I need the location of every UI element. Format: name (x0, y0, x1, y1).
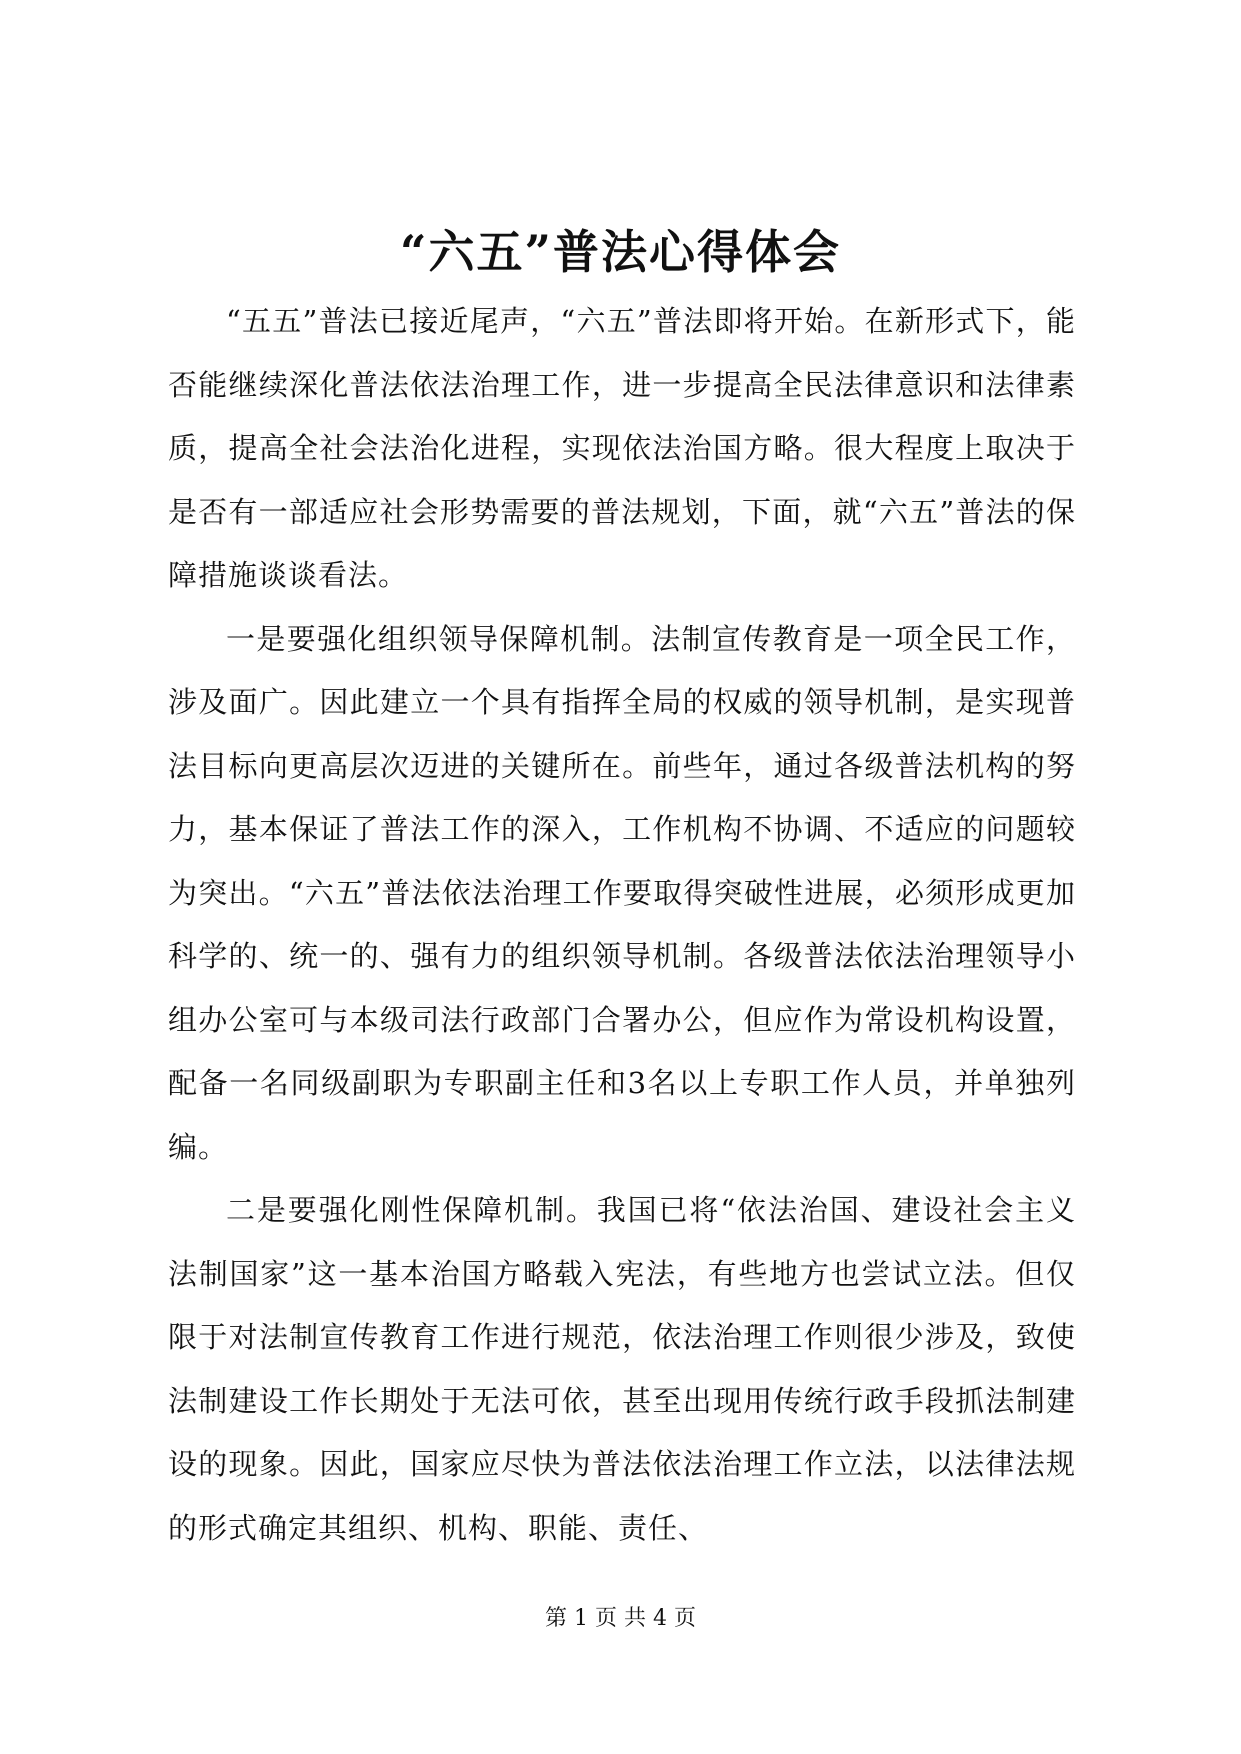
paragraph-rigid-mechanism: 二是要强化刚性保障机制。我国已将“依法治国、建设社会主义法制国家”这一基本治国方略载入宪法，有些地方也尝试立法。但仅限于对法制宣传教育工作进行规范，依法治理工作则很少涉及，致使法制建设工作长期处于无法可依，甚至出现用传统行政手段抓法制建设的现象。因此，国家应尽快为普法依法治理工作立法，以法律法规的形式确定其组织、机构、职能、责任、 (168, 1193, 1076, 1545)
document-body (168, 290, 1076, 1560)
page-number: 第 1 页 共 4 页 (545, 1606, 696, 1631)
document-title: “六五”普法心得体会 (400, 225, 841, 279)
paragraph-organization: 一是要强化组织领导保障机制。法制宣传教育是一项全民工作，涉及面广。因此建立一个具有指挥全局的权威的领导机制，是实现普法目标向更高层次迈进的关键所在。前些年，通过各级普法机构的努力，基本保证了普法工作的深入，工作机构不协调、不适应的问题较为突出。“六五”普法依法治理工作要取得突破性进展，必须形成更加科学的、统一的、强有力的组织领导机制。各级普法依法治理领导小组办公室可与本级司法行政部门合署办公，但应作为常设机构设置，配备一名同级副职为专职副主任和3名以上专职工作人员，并单独列编。 (168, 621, 1076, 1164)
paragraph-intro: “五五”普法已接近尾声，“六五”普法即将开始。在新形式下，能否能继续深化普法依法治理工作，进一步提高全民法律意识和法律素质，提高全社会法治化进程，实现依法治国方略。很大程度上取决于是否有一部适应社会形势需要的普法规划，下面，就“六五”普法的保障措施谈谈看法。 (168, 304, 1076, 592)
